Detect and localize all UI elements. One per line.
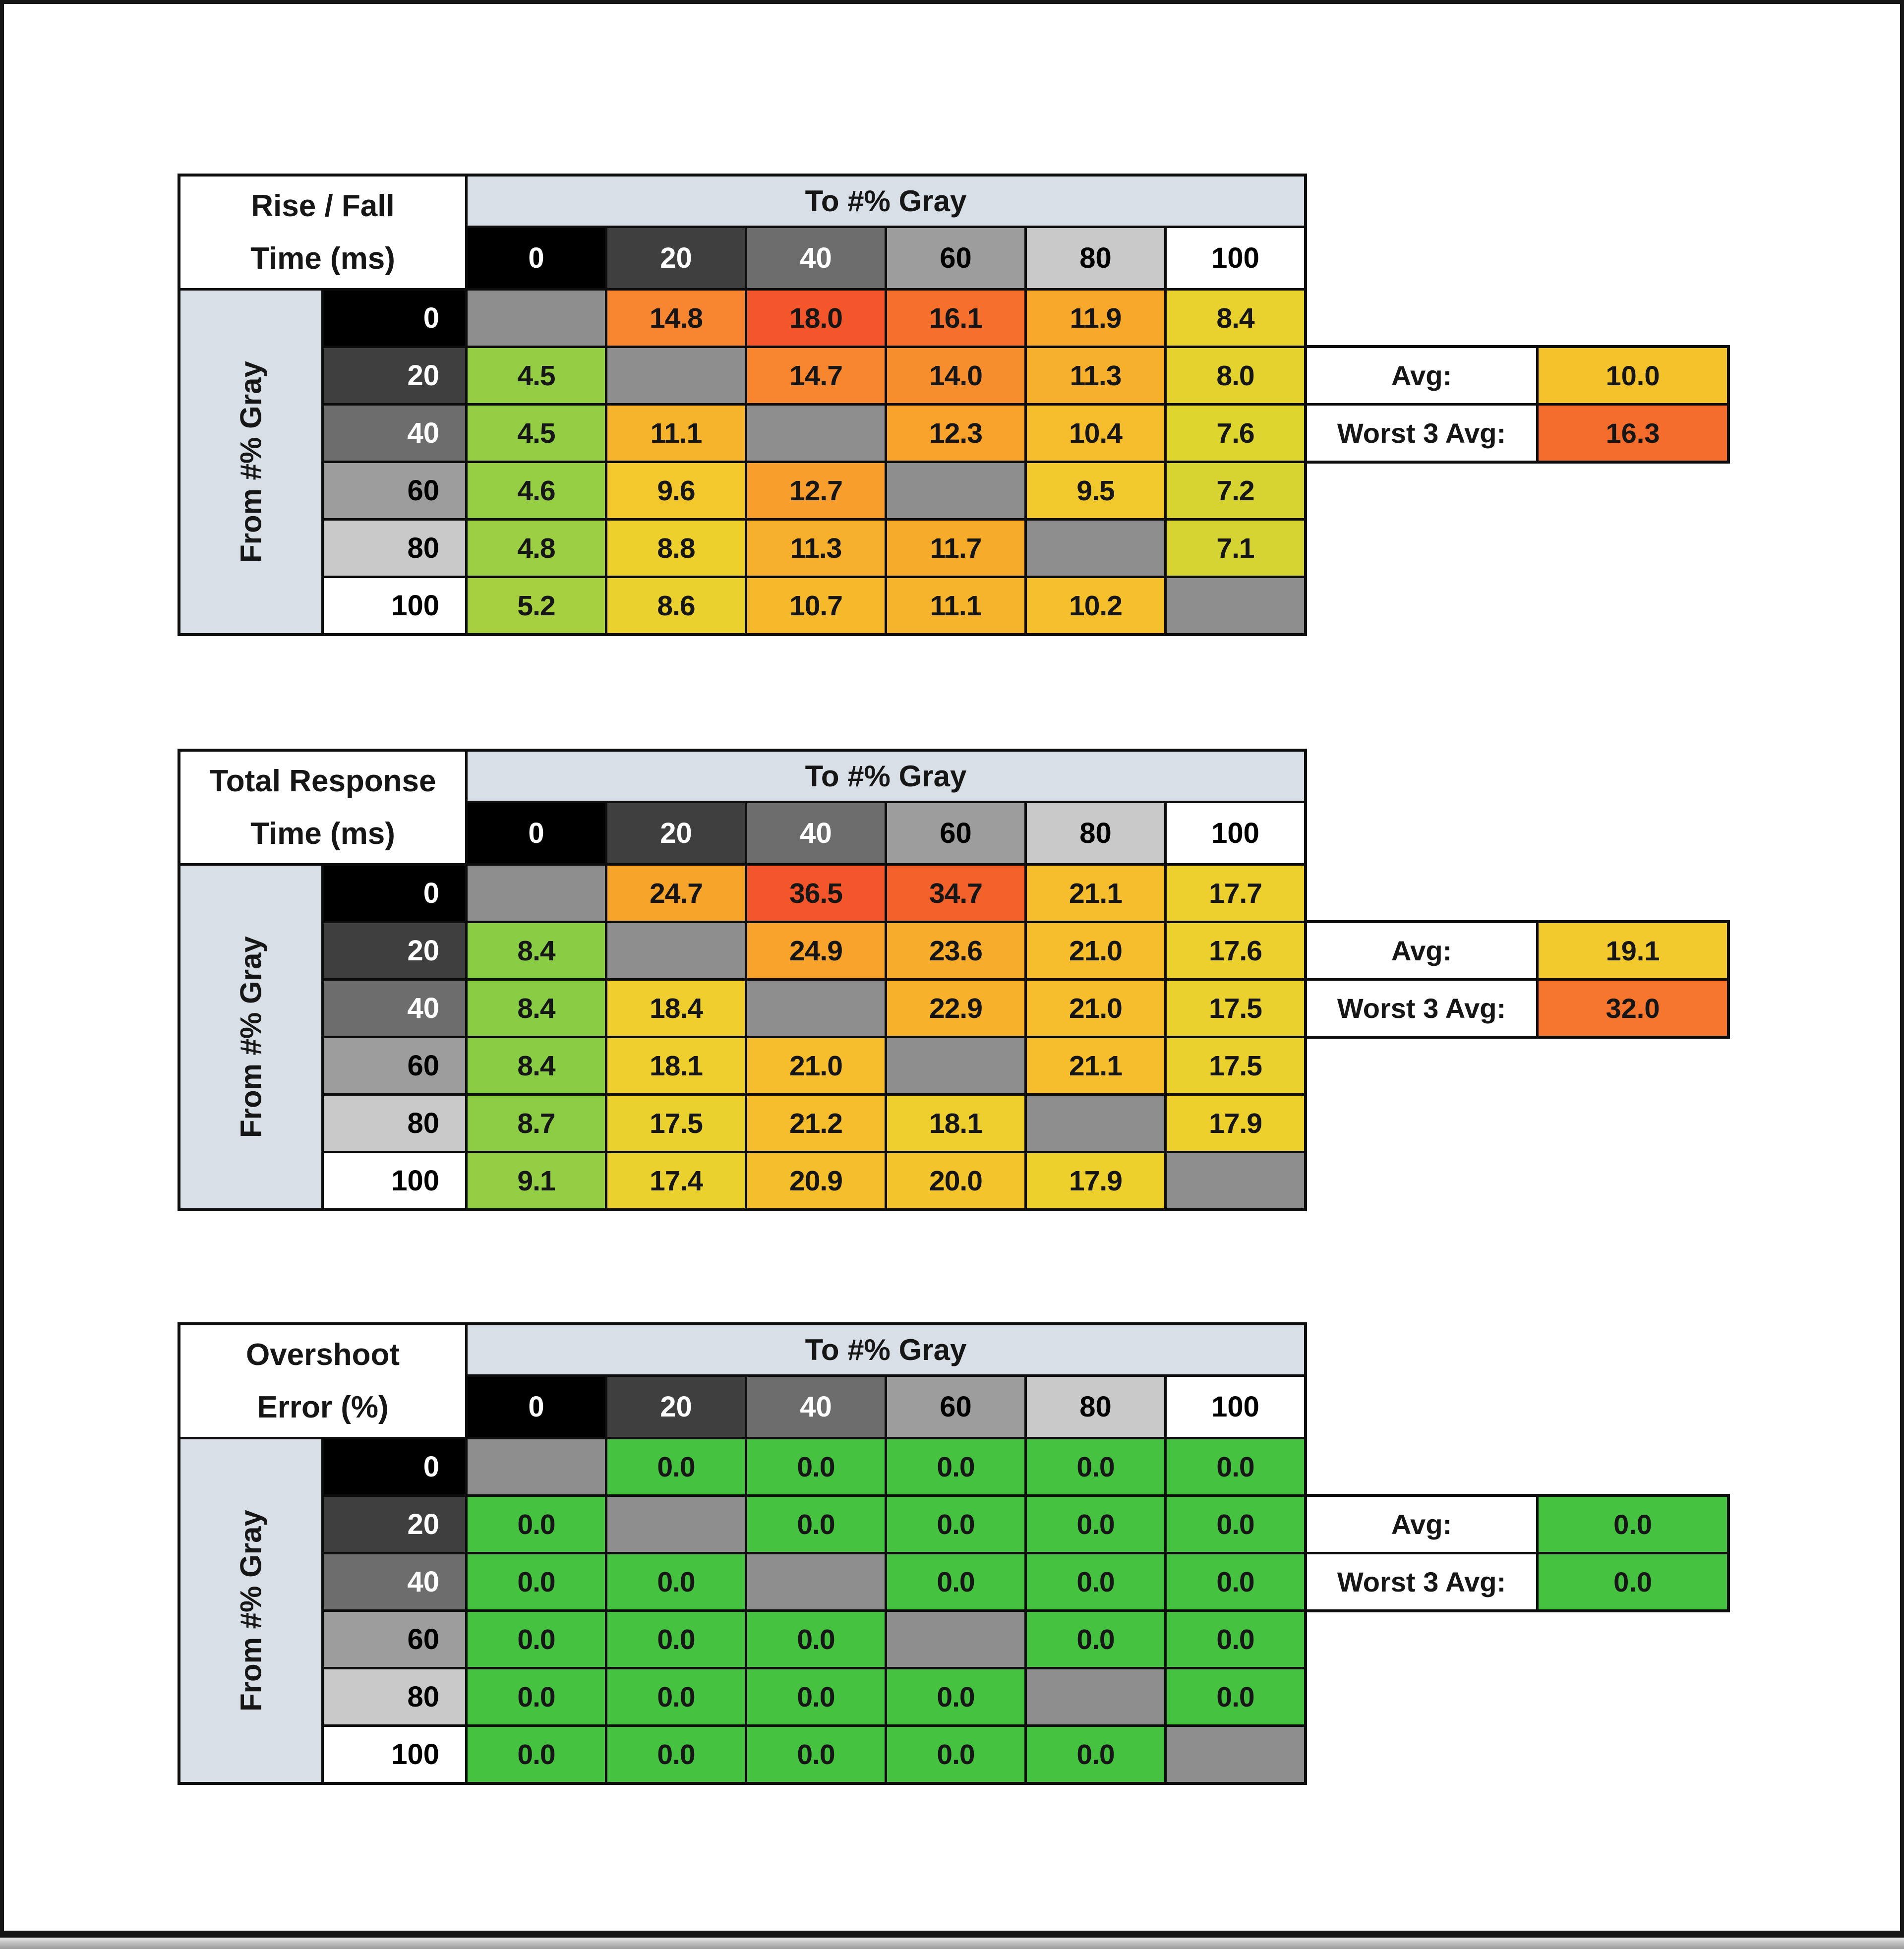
data-cell-from60-to40: 0.0: [747, 1612, 885, 1667]
data-cell-from40-to0: 4.5: [468, 406, 605, 461]
data-cell-from40-to20: 11.1: [607, 406, 745, 461]
from-gray-header: From #% Gray: [180, 1439, 321, 1782]
to-gray-header: To #% Gray: [468, 752, 1304, 801]
data-cell-from60-to80: 9.5: [1027, 463, 1164, 518]
data-cell-from100-to60: 20.0: [887, 1153, 1024, 1208]
row-header-80: 80: [324, 1096, 465, 1151]
row-header-40: 40: [324, 1554, 465, 1609]
row-header-40: 40: [324, 406, 465, 461]
data-cell-from40-to20: 18.4: [607, 981, 745, 1036]
diagonal-cell: [1027, 1669, 1164, 1724]
data-cell-from100-to20: 0.0: [607, 1727, 745, 1782]
data-cell-from80-to40: 0.0: [747, 1669, 885, 1724]
data-cell-from60-to80: 21.1: [1027, 1038, 1164, 1093]
table-title: [180, 1325, 465, 1437]
diagonal-cell: [468, 291, 605, 346]
data-cell-from60-to40: 12.7: [747, 463, 885, 518]
row-header-100: 100: [324, 1727, 465, 1782]
data-cell-from20-to40: 24.9: [747, 923, 885, 978]
data-cell-from0-to60: 0.0: [887, 1439, 1024, 1494]
data-cell-from40-to60: 0.0: [887, 1554, 1024, 1609]
data-cell-from100-to60: 0.0: [887, 1727, 1024, 1782]
overshoot-table: [178, 1322, 1307, 1785]
data-cell-from60-to40: 21.0: [747, 1038, 885, 1093]
data-cell-from20-to0: 0.0: [468, 1497, 605, 1552]
col-header-20: 20: [607, 1377, 745, 1437]
data-cell-from80-to60: 18.1: [887, 1096, 1024, 1151]
rise-fall-summary: [1304, 345, 1730, 464]
total-response-table: [178, 749, 1307, 1211]
col-header-0: 0: [468, 228, 605, 288]
data-cell-from60-to0: 0.0: [468, 1612, 605, 1667]
data-cell-from60-to0: 8.4: [468, 1038, 605, 1093]
data-cell-from100-to40: 10.7: [747, 578, 885, 633]
data-cell-from20-to80: 0.0: [1027, 1497, 1164, 1552]
data-cell-from40-to20: 0.0: [607, 1554, 745, 1609]
avg-label: Avg:: [1307, 1497, 1536, 1552]
data-cell-from100-to60: 11.1: [887, 578, 1024, 633]
from-gray-header: From #% Gray: [180, 291, 321, 633]
data-cell-from80-to100: 17.9: [1167, 1096, 1304, 1151]
diagonal-cell: [1167, 1727, 1304, 1782]
data-cell-from20-to40: 0.0: [747, 1497, 885, 1552]
data-cell-from100-to80: 10.2: [1027, 578, 1164, 633]
data-cell-from0-to20: 0.0: [607, 1439, 745, 1494]
diagonal-cell: [887, 463, 1024, 518]
data-cell-from20-to100: 8.0: [1167, 348, 1304, 403]
col-header-100: 100: [1167, 228, 1304, 288]
data-cell-from40-to100: 17.5: [1167, 981, 1304, 1036]
data-cell-from100-to40: 20.9: [747, 1153, 885, 1208]
col-header-100: 100: [1167, 1377, 1304, 1437]
data-cell-from40-to60: 12.3: [887, 406, 1024, 461]
to-gray-header: To #% Gray: [468, 1325, 1304, 1374]
worst3avg-label: Worst 3 Avg:: [1307, 406, 1536, 461]
row-header-60: 60: [324, 463, 465, 518]
data-cell-from80-to60: 0.0: [887, 1669, 1024, 1724]
data-cell-from60-to20: 9.6: [607, 463, 745, 518]
col-header-0: 0: [468, 803, 605, 863]
data-cell-from60-to20: 18.1: [607, 1038, 745, 1093]
table-title-line2: Error (%): [257, 1390, 389, 1425]
col-header-40: 40: [747, 1377, 885, 1437]
data-cell-from60-to80: 0.0: [1027, 1612, 1164, 1667]
data-cell-from80-to0: 4.8: [468, 521, 605, 576]
col-header-40: 40: [747, 228, 885, 288]
data-cell-from60-to100: 17.5: [1167, 1038, 1304, 1093]
data-cell-from80-to100: 0.0: [1167, 1669, 1304, 1724]
col-header-0: 0: [468, 1377, 605, 1437]
data-cell-from20-to60: 14.0: [887, 348, 1024, 403]
row-header-80: 80: [324, 1669, 465, 1724]
data-cell-from100-to40: 0.0: [747, 1727, 885, 1782]
data-cell-from20-to60: 23.6: [887, 923, 1024, 978]
diagonal-cell: [607, 348, 745, 403]
row-header-100: 100: [324, 1153, 465, 1208]
diagonal-cell: [887, 1612, 1024, 1667]
data-cell-from40-to100: 0.0: [1167, 1554, 1304, 1609]
row-header-60: 60: [324, 1038, 465, 1093]
data-cell-from80-to20: 0.0: [607, 1669, 745, 1724]
col-header-80: 80: [1027, 803, 1164, 863]
data-cell-from100-to0: 0.0: [468, 1727, 605, 1782]
diagonal-cell: [468, 1439, 605, 1494]
diagonal-cell: [607, 923, 745, 978]
data-cell-from40-to0: 8.4: [468, 981, 605, 1036]
data-cell-from60-to0: 4.6: [468, 463, 605, 518]
avg-label: Avg:: [1307, 923, 1536, 978]
table-title: [180, 752, 465, 863]
avg-value: 10.0: [1539, 348, 1727, 403]
diagonal-cell: [747, 406, 885, 461]
window-bottom-edge: [0, 1938, 1904, 1949]
data-cell-from0-to40: 18.0: [747, 291, 885, 346]
col-header-60: 60: [887, 803, 1024, 863]
table-title-line1: Overshoot: [245, 1337, 400, 1372]
row-header-40: 40: [324, 981, 465, 1036]
rise-fall-table: [178, 174, 1307, 636]
data-cell-from0-to80: 21.1: [1027, 866, 1164, 921]
data-cell-from40-to0: 0.0: [468, 1554, 605, 1609]
data-cell-from0-to20: 14.8: [607, 291, 745, 346]
worst3avg-value: 16.3: [1539, 406, 1727, 461]
data-cell-from80-to40: 11.3: [747, 521, 885, 576]
row-header-20: 20: [324, 923, 465, 978]
data-cell-from80-to100: 7.1: [1167, 521, 1304, 576]
row-header-20: 20: [324, 1497, 465, 1552]
col-header-100: 100: [1167, 803, 1304, 863]
data-cell-from0-to40: 0.0: [747, 1439, 885, 1494]
col-header-80: 80: [1027, 228, 1164, 288]
data-cell-from100-to0: 9.1: [468, 1153, 605, 1208]
avg-value: 0.0: [1539, 1497, 1727, 1552]
data-cell-from20-to80: 11.3: [1027, 348, 1164, 403]
worst3avg-value: 0.0: [1539, 1554, 1727, 1609]
avg-value: 19.1: [1539, 923, 1727, 978]
data-cell-from80-to60: 11.7: [887, 521, 1024, 576]
row-header-100: 100: [324, 578, 465, 633]
table-title-line1: Total Response: [209, 764, 436, 798]
worst3avg-label: Worst 3 Avg:: [1307, 1554, 1536, 1609]
data-cell-from40-to80: 0.0: [1027, 1554, 1164, 1609]
data-cell-from0-to20: 24.7: [607, 866, 745, 921]
to-gray-header: To #% Gray: [468, 177, 1304, 226]
data-cell-from0-to60: 16.1: [887, 291, 1024, 346]
data-cell-from80-to20: 17.5: [607, 1096, 745, 1151]
data-cell-from40-to100: 7.6: [1167, 406, 1304, 461]
row-header-60: 60: [324, 1612, 465, 1667]
data-cell-from40-to80: 10.4: [1027, 406, 1164, 461]
diagonal-cell: [468, 866, 605, 921]
data-cell-from100-to80: 17.9: [1027, 1153, 1164, 1208]
overshoot-summary: [1304, 1494, 1730, 1612]
table-title-line2: Time (ms): [250, 241, 395, 276]
data-cell-from0-to100: 0.0: [1167, 1439, 1304, 1494]
data-cell-from20-to0: 4.5: [468, 348, 605, 403]
col-header-20: 20: [607, 803, 745, 863]
table-title: [180, 177, 465, 288]
data-cell-from20-to60: 0.0: [887, 1497, 1024, 1552]
diagonal-cell: [887, 1038, 1024, 1093]
table-title-line1: Rise / Fall: [251, 188, 395, 223]
row-header-20: 20: [324, 348, 465, 403]
col-header-60: 60: [887, 1377, 1024, 1437]
worst3avg-label: Worst 3 Avg:: [1307, 981, 1536, 1036]
data-cell-from0-to100: 17.7: [1167, 866, 1304, 921]
data-cell-from0-to60: 34.7: [887, 866, 1024, 921]
data-cell-from60-to100: 0.0: [1167, 1612, 1304, 1667]
row-header-0: 0: [324, 291, 465, 346]
data-cell-from100-to80: 0.0: [1027, 1727, 1164, 1782]
data-cell-from20-to40: 14.7: [747, 348, 885, 403]
col-header-20: 20: [607, 228, 745, 288]
data-cell-from100-to0: 5.2: [468, 578, 605, 633]
data-cell-from0-to80: 0.0: [1027, 1439, 1164, 1494]
data-cell-from100-to20: 8.6: [607, 578, 745, 633]
worst3avg-value: 32.0: [1539, 981, 1727, 1036]
data-cell-from20-to100: 17.6: [1167, 923, 1304, 978]
data-cell-from100-to20: 17.4: [607, 1153, 745, 1208]
data-cell-from20-to100: 0.0: [1167, 1497, 1304, 1552]
diagonal-cell: [607, 1497, 745, 1552]
diagonal-cell: [1027, 521, 1164, 576]
diagonal-cell: [747, 1554, 885, 1609]
data-cell-from80-to40: 21.2: [747, 1096, 885, 1151]
data-cell-from0-to100: 8.4: [1167, 291, 1304, 346]
data-cell-from60-to100: 7.2: [1167, 463, 1304, 518]
from-gray-header: From #% Gray: [180, 866, 321, 1208]
col-header-80: 80: [1027, 1377, 1164, 1437]
table-title-line2: Time (ms): [250, 817, 395, 851]
diagonal-cell: [1167, 1153, 1304, 1208]
row-header-80: 80: [324, 521, 465, 576]
diagonal-cell: [1167, 578, 1304, 633]
col-header-60: 60: [887, 228, 1024, 288]
data-cell-from40-to80: 21.0: [1027, 981, 1164, 1036]
diagonal-cell: [1027, 1096, 1164, 1151]
data-cell-from0-to40: 36.5: [747, 866, 885, 921]
col-header-40: 40: [747, 803, 885, 863]
data-cell-from60-to20: 0.0: [607, 1612, 745, 1667]
data-cell-from20-to0: 8.4: [468, 923, 605, 978]
avg-label: Avg:: [1307, 348, 1536, 403]
row-header-0: 0: [324, 866, 465, 921]
diagonal-cell: [747, 981, 885, 1036]
data-cell-from80-to0: 0.0: [468, 1669, 605, 1724]
total-response-summary: [1304, 920, 1730, 1039]
data-cell-from20-to80: 21.0: [1027, 923, 1164, 978]
data-cell-from40-to60: 22.9: [887, 981, 1024, 1036]
row-header-0: 0: [324, 1439, 465, 1494]
data-cell-from80-to20: 8.8: [607, 521, 745, 576]
data-cell-from0-to80: 11.9: [1027, 291, 1164, 346]
data-cell-from80-to0: 8.7: [468, 1096, 605, 1151]
